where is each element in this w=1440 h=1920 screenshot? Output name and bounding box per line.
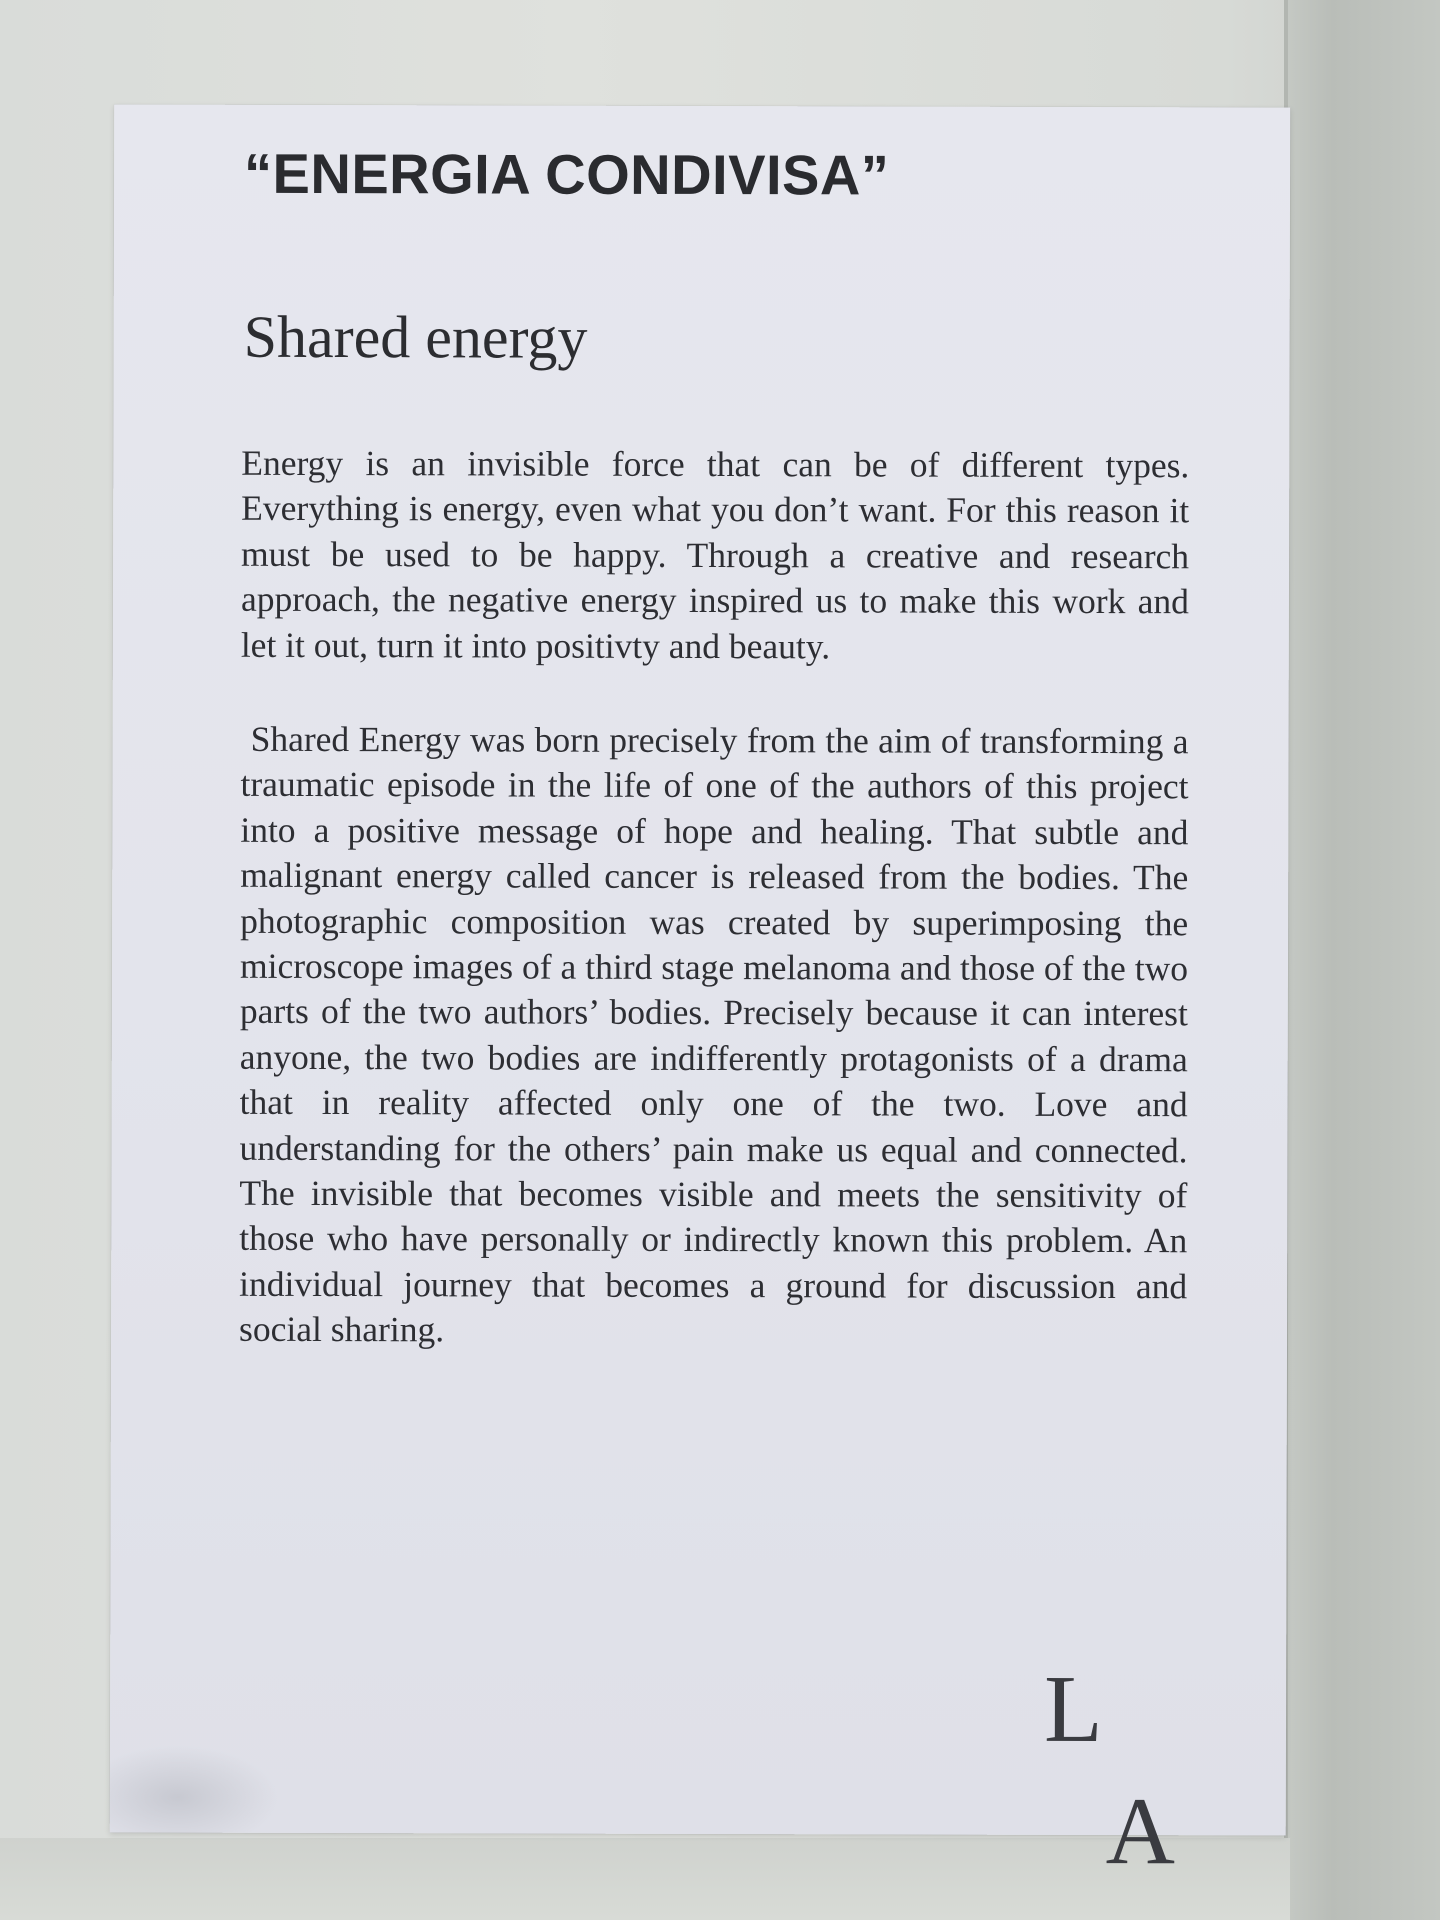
wall-corner xyxy=(1286,0,1440,1920)
sign-subtitle: Shared energy xyxy=(243,303,588,371)
paper-smudge xyxy=(110,1744,280,1832)
sign-title: “ENERGIA CONDIVISA” xyxy=(244,141,890,207)
wall-ledge xyxy=(0,1838,1290,1920)
logo-letter-a: A xyxy=(1105,1777,1176,1885)
logo-letter-l: L xyxy=(1043,1654,1103,1763)
description-paragraph: Energy is an invisible force that can be of different types. Everything is energy, even what you don’t want. For this reason it must be used to be happy. Through a creative and research approach, the negative energy inspired us to make this work and let it out, turn it into positivty and beauty. xyxy=(240,442,1190,666)
description-paragraph: Shared Energy was born precisely from the aim of transforming a traumatic episode in the life of one of the authors of this project into a positive message of hope and healing. That subtle and malignant energy called cancer is released from the bodies. The photographic composition was created by superimposing the microscope images of a third stage melanoma and those of the two parts of the two authors’ bodies. Precisely because it can interest anyone, the two bodies are indifferently protagonists of a drama that in reality affected only one of the two. Love and understanding for the others’ pain make us equal and connected. The invisible that becomes visible and meets the sensitivity of those who have personally or indirectly known this problem. An individual journey that becomes a ground for discussion and social sharing. xyxy=(239,718,1189,1350)
info-sign xyxy=(110,104,1291,1885)
